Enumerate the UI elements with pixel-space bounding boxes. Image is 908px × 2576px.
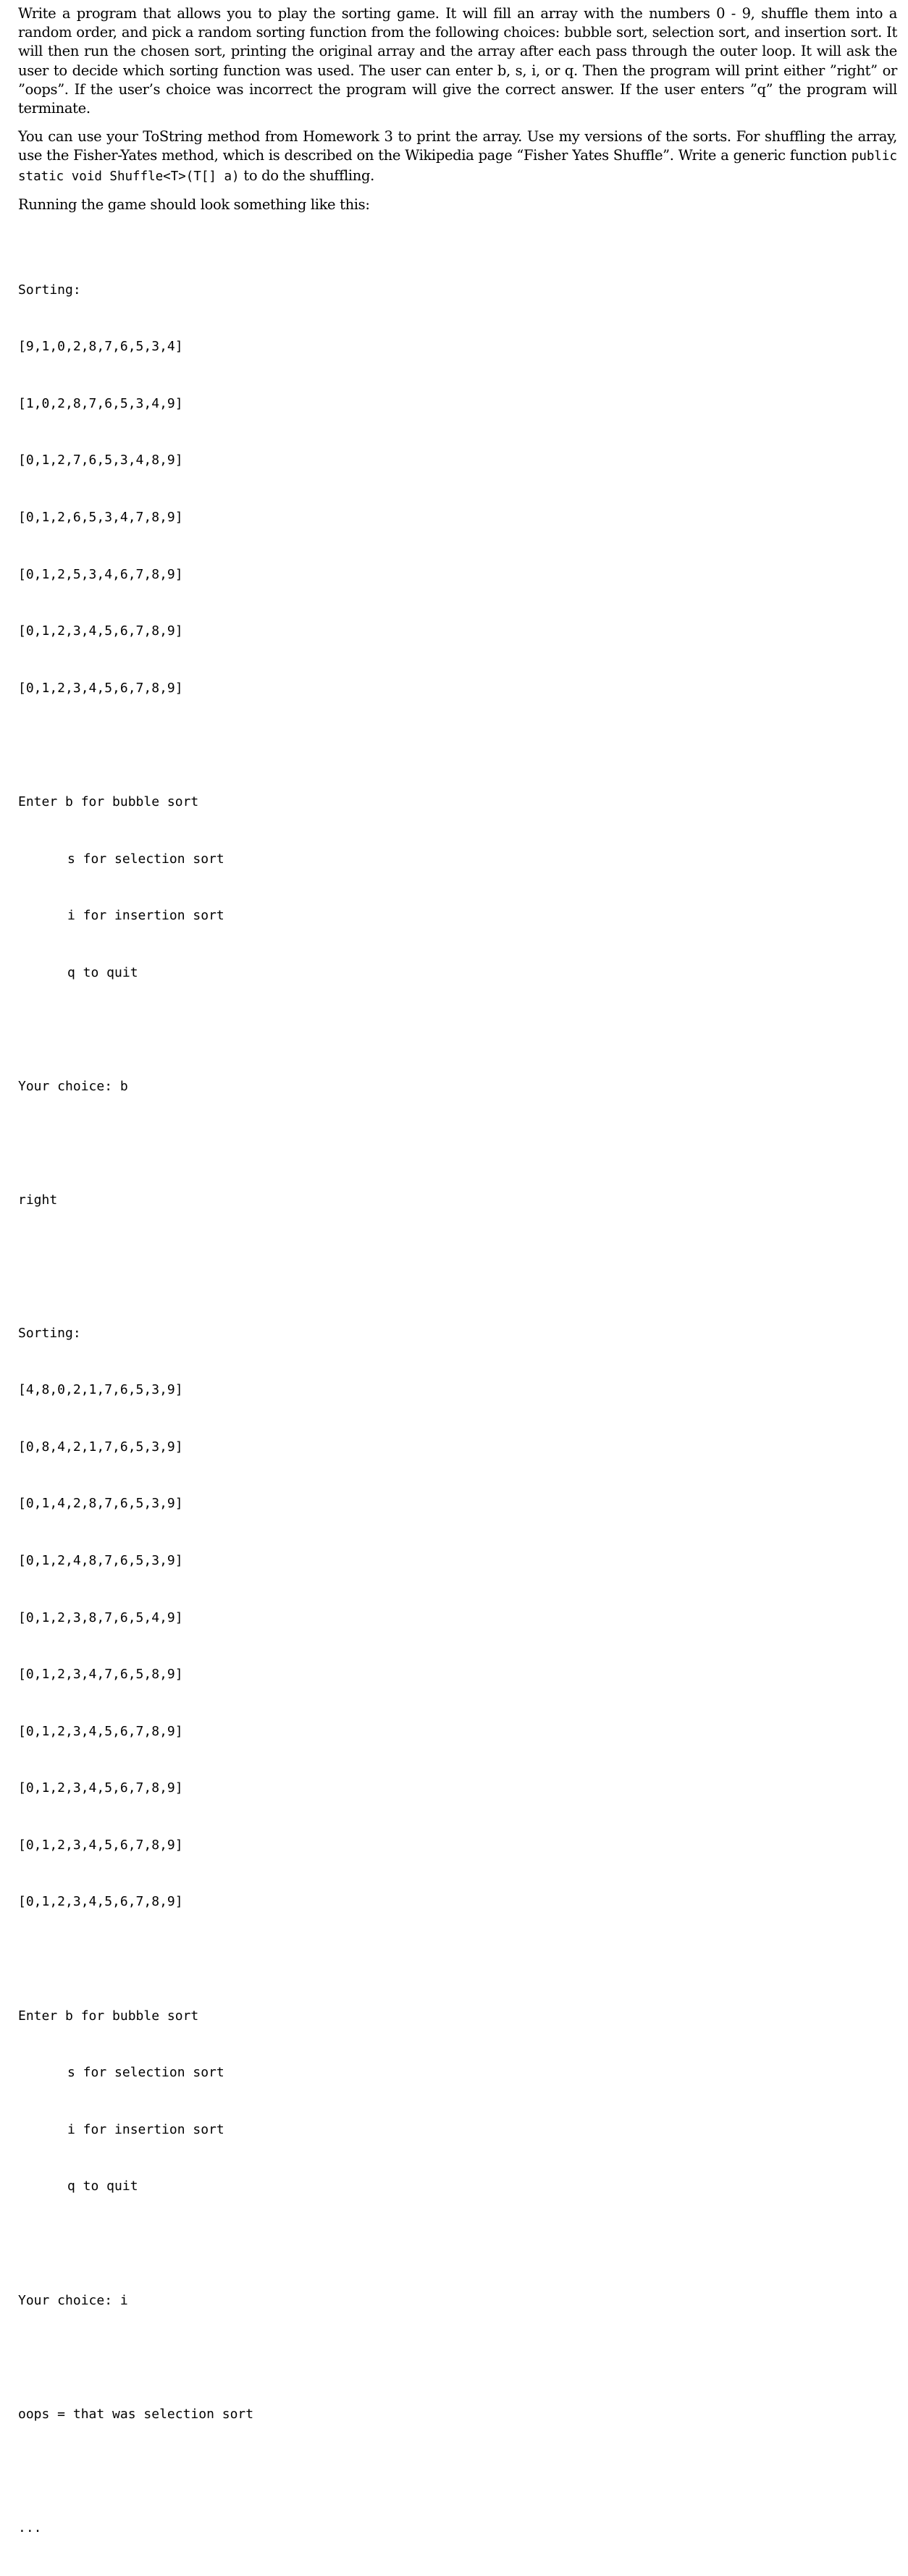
- run1-menu-insertion: i for insertion sort: [67, 908, 224, 924]
- run1-menu-quit: q to quit: [67, 964, 138, 980]
- hints-paragraph: [18, 127, 897, 186]
- run2-menu-insertion: i for insertion sort: [67, 2121, 224, 2137]
- run2-array-line: [0,1,2,3,8,7,6,5,4,9]: [18, 1609, 183, 1625]
- run1-array-line: [1,0,2,8,7,6,5,3,4,9]: [18, 395, 183, 411]
- run2-choice: Your choice: i: [18, 2292, 128, 2308]
- example-intro: Running the game should look something like this:: [18, 195, 370, 213]
- run1-header: Sorting:: [18, 282, 81, 298]
- run1-array-line: [0,1,2,5,3,4,6,7,8,9]: [18, 566, 183, 582]
- run2-array-line: [0,1,2,3,4,5,6,7,8,9]: [18, 1723, 183, 1739]
- run1-array-line: [0,1,2,7,6,5,3,4,8,9]: [18, 453, 183, 468]
- run1-menu-bubble: Enter b for bubble sort: [18, 794, 199, 809]
- run1-array-line: [0,1,2,3,4,5,6,7,8,9]: [18, 680, 183, 696]
- run2-menu-bubble: Enter b for bubble sort: [18, 2008, 199, 2024]
- hints-text: You can use your ToString method from Homework 3 to print the array. Use my versions of the sorts. For shuffling the array, use the Fisher-Yates method, which is described on the Wikipedia page “Fisher Yates Shuffle”. Write a generic function: [18, 128, 897, 164]
- run2-array-line: [0,1,2,3,4,5,6,7,8,9]: [18, 1780, 183, 1796]
- instructions-paragraph: Write a program that allows you to play the sorting game. It will fill an array with the numbers 0 - 9, shuffle them into a random order, and pick a random sorting function from the following choices: bubble sort, selection sort, and insertion sort. It will then run the chosen sort, printing the original array and the array after each pass through the outer loop. It will ask the user to decide which sorting function was used. The user can enter b, s, i, or q. Then the program will print either ”right” or ”oops”. If the user’s choice was incorrect the program will give the correct answer. If the user enters ”q” the program will terminate.: [18, 5, 897, 117]
- run2-array-line: [0,1,2,3,4,5,6,7,8,9]: [18, 1894, 183, 1910]
- run2-array-line: [4,8,0,2,1,7,6,5,3,9]: [18, 1382, 183, 1398]
- run2-array-line: [0,1,2,3,4,5,6,7,8,9]: [18, 1837, 183, 1853]
- run1-result: right: [18, 1192, 58, 1208]
- run2-array-line: [0,8,4,2,1,7,6,5,3,9]: [18, 1439, 183, 1455]
- run1-choice: Your choice: b: [18, 1078, 128, 1094]
- run2-menu-selection: s for selection sort: [67, 2065, 224, 2081]
- run2-menu-quit: q to quit: [67, 2179, 138, 2194]
- assignment-document: [18, 4, 897, 2576]
- run1-menu-selection: s for selection sort: [67, 851, 224, 867]
- shuffle-signature-code: public static void Shuffle<T>(T[] a): [18, 149, 897, 184]
- run1-array-line: [0,1,2,6,5,3,4,7,8,9]: [18, 510, 183, 526]
- run2-result: oops = that was selection sort: [18, 2406, 254, 2422]
- run2-array-line: [0,1,2,4,8,7,6,5,3,9]: [18, 1552, 183, 1568]
- run1-array-line: [9,1,0,2,8,7,6,5,3,4]: [18, 339, 183, 355]
- hints-tail: to do the shuffling.: [239, 167, 374, 184]
- example-console-output: [18, 224, 897, 2576]
- ellipsis: ...: [18, 2520, 42, 2535]
- run2-header: Sorting:: [18, 1325, 81, 1341]
- run2-array-line: [0,1,2,3,4,7,6,5,8,9]: [18, 1667, 183, 1683]
- run2-array-line: [0,1,4,2,8,7,6,5,3,9]: [18, 1496, 183, 1512]
- run1-array-line: [0,1,2,3,4,5,6,7,8,9]: [18, 623, 183, 639]
